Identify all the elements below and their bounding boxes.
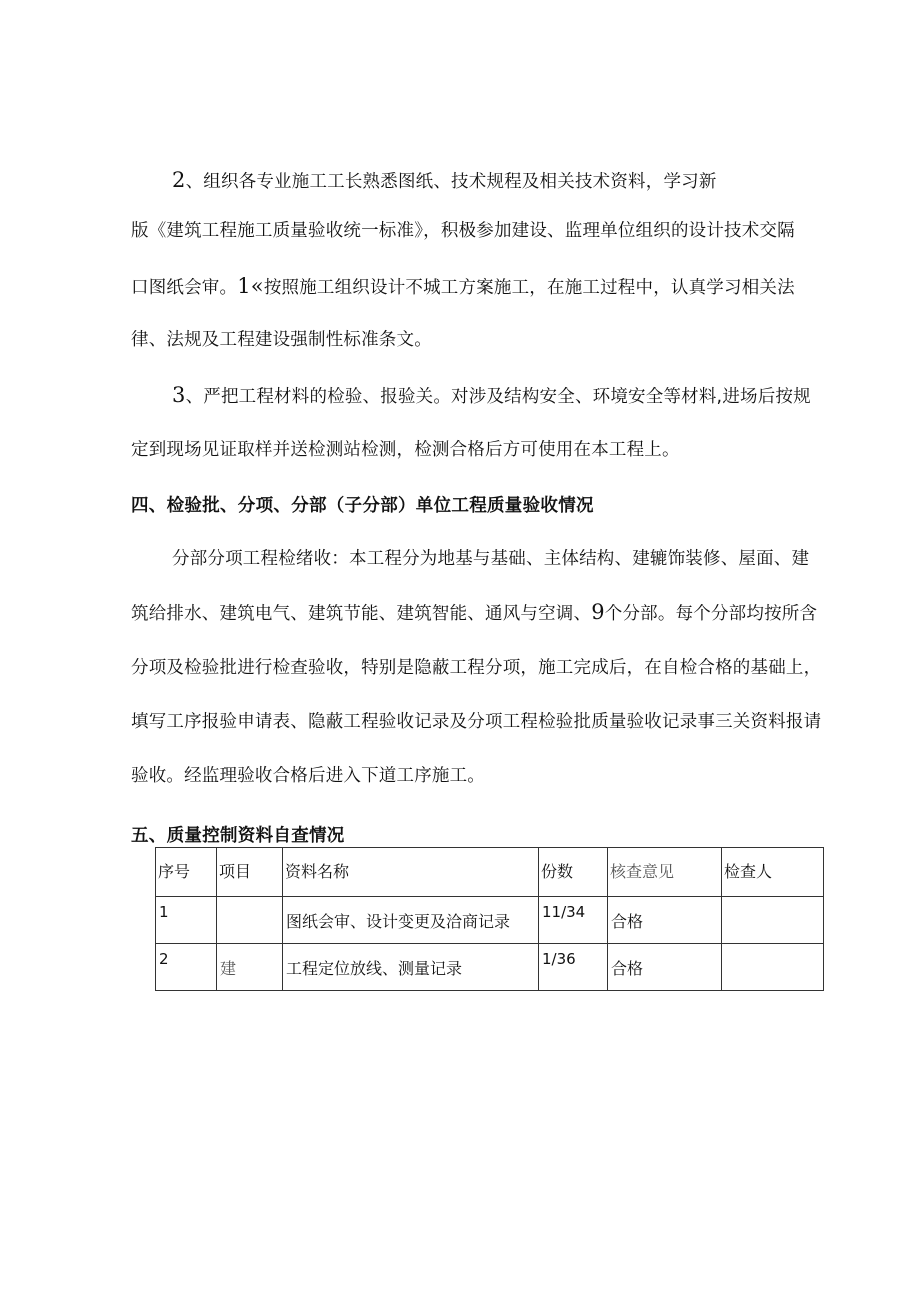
table-row [156, 897, 824, 944]
cell-no: 2 [156, 944, 217, 991]
cell-opinion: 合格 [608, 944, 722, 991]
para3-line4: 填写工序报验申请表、隐蔽工程验收记录及分项工程检验批质量验收记录事三关资料报请 [131, 712, 822, 732]
para1-number: 2 [172, 168, 186, 192]
para1-line3-end: 按照施工组织设计不城工方案施工，在施工过程中，认真学习相关法 [263, 278, 795, 298]
cell-item: 建 [217, 944, 283, 991]
para2-line1 [172, 383, 811, 409]
para1-line2: 版《建筑工程施工质量验收统一标准》，积极参加建设、监理单位组织的设计技术交隔 [131, 221, 795, 241]
header-cell: 序号 [156, 848, 217, 897]
para3-line2 [131, 600, 817, 626]
para2-number: 3 [172, 383, 186, 407]
cell-item [217, 897, 283, 944]
cell-name: 工程定位放线、测量记录 [283, 944, 539, 991]
para3-line2-start: 筑给排水、建筑电气、建筑节能、建筑智能、通风与空调、 [131, 604, 592, 624]
para1-line1 [172, 168, 717, 194]
header-cell: 核查意见 [608, 848, 722, 897]
para2-line2: 定到现场见证取样并送检测站检测，检测合格后方可使用在本工程上。 [131, 440, 680, 460]
para2-line1-text: 、严把工程材料的检验、报验关。对涉及结构安全、环境安全等材料,进场后按规 [185, 387, 811, 407]
cell-opinion: 合格 [608, 897, 722, 944]
cell-no: 1 [156, 897, 217, 944]
para1-line3-mid: 1« [237, 274, 264, 298]
cell-name: 图纸会审、设计变更及洽商记录 [283, 897, 539, 944]
cell-count: 1/36 [539, 944, 608, 991]
para3-line2-end: 个分部。每个分部均按所含 [604, 604, 818, 624]
header-cell: 份数 [539, 848, 608, 897]
para3-line1: 分部分项工程检绪收：本工程分为地基与基础、主体结构、建辘饰装修、屋面、建 [172, 549, 810, 569]
para3-line2-num: 9 [591, 600, 605, 624]
cell-count: 11/34 [539, 897, 608, 944]
para1-line1-text: 、组织各专业施工工长熟悉图纸、技术规程及相关技术资料，学习新 [185, 172, 717, 192]
para1-line3 [131, 274, 795, 300]
para3-line5: 验收。经监理验收合格后进入下道工序施工。 [131, 766, 485, 786]
section-heading-5: 五、质量控制资料自查情况 [131, 826, 345, 846]
quality-data-table [155, 847, 824, 991]
para1-line4: 律、法规及工程建设强制性标准条文。 [131, 330, 432, 350]
cell-checker [722, 897, 824, 944]
para3-line3: 分项及检验批进行检查验收，特别是隐蔽工程分项，施工完成后，在自检合格的基础上， [131, 658, 822, 678]
header-cell: 资料名称 [283, 848, 539, 897]
table-row [156, 944, 824, 991]
header-cell: 项目 [217, 848, 283, 897]
cell-checker [722, 944, 824, 991]
header-cell: 检查人 [722, 848, 824, 897]
section-heading-4: 四、检验批、分项、分部（子分部）单位工程质量验收情况 [131, 496, 594, 516]
table-header-row [156, 848, 824, 897]
para1-line3-start: 口图纸会审。 [131, 278, 238, 298]
